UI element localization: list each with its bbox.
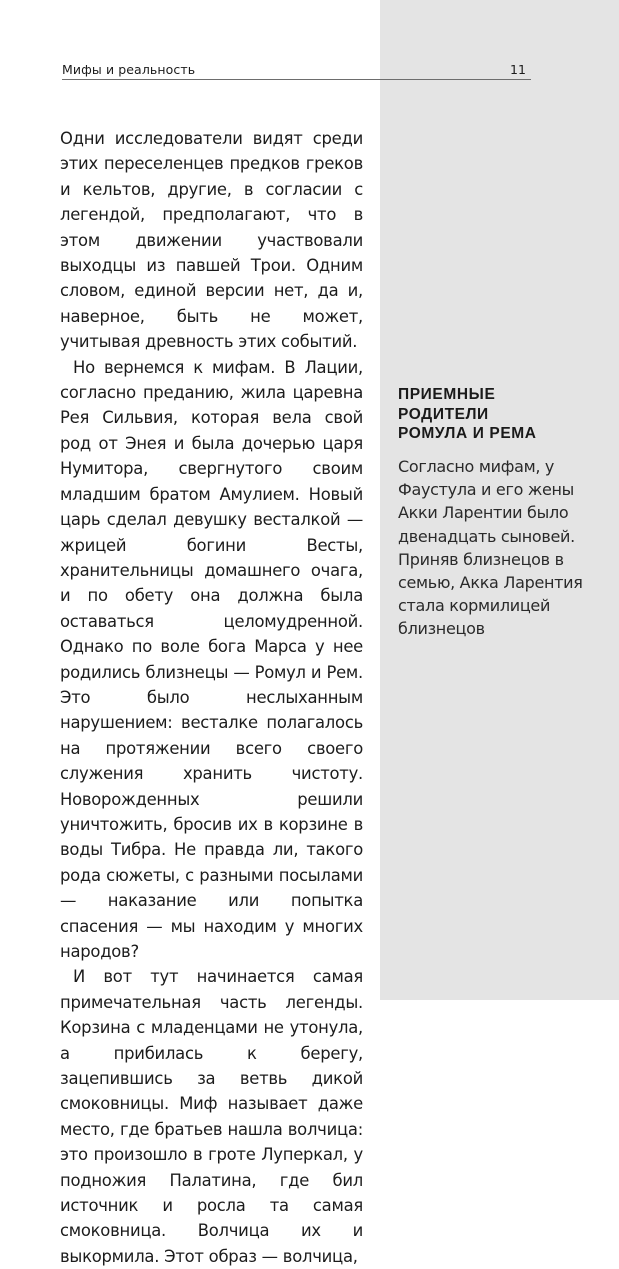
sidebar-note-title-line: РОМУЛА И РЕМА <box>398 425 537 442</box>
sidebar-note-title <box>398 385 603 444</box>
paragraph: Но вернемся к мифам. В Лации, согласно преданию, жила царевна Рея Сильвия, которая вела свой род от Энея и была дочерью царя Нумитора, свергнутого своим младшим братом Амулием. Новый царь сделал девушку весталкой — жрицей богини Весты, хранительницы домашнего очага, и по обету она должна была оставаться целомудренной. Однако по воле бога Марса у нее родились близнецы — Ромул и Рем. Это было неслыханным нарушением: весталке полагалось на протяжении всего своего служения хранить чистоту. Новорожденных решили уничтожить, бросив их в корзине в воды Тибра. Не правда ли, такого рода сюжеты, с разными посылами — наказание или попытка спасения — мы находим у многих народов? <box>60 357 363 961</box>
page-number: 11 <box>510 62 526 77</box>
header-divider <box>62 79 531 80</box>
paragraph: И вот тут начинается самая примечательная часть легенды. Корзина с младенцами не утонула, а прибилась к берегу, зацепившись за ветвь дикой смоковницы. Миф называет даже место, где братьев нашла волчица: это произошло в гроте Луперкал, у подножия Палатина, где бил источник и росла та самая смоковница. Волчица их и выкормила. Этот образ — волчица, <box>60 967 363 1266</box>
paragraph: Одни исследователи видят среди этих переселенцев предков греков и кельтов, другие, в согласии с легендой, предполагают, что в этом движении участвовали выходцы из павшей Трои. Одним словом, единой версии нет, да и, наверное, быть не может, учитывая древность этих событий. <box>60 129 363 352</box>
running-header: Мифы и реальность <box>62 62 196 77</box>
main-text <box>60 126 363 1269</box>
sidebar-note-text: Согласно мифам, у Фаустула и его жены Акки Ларентии было двенадцать сыновей. Приняв близнецов в семью, Акка Ларентия стала кормилицей близнецов <box>398 457 583 639</box>
sidebar-note-title-line: ПРИЕМНЫЕ <box>398 386 496 403</box>
sidebar-note-title-line: РОДИТЕЛИ <box>398 405 489 423</box>
